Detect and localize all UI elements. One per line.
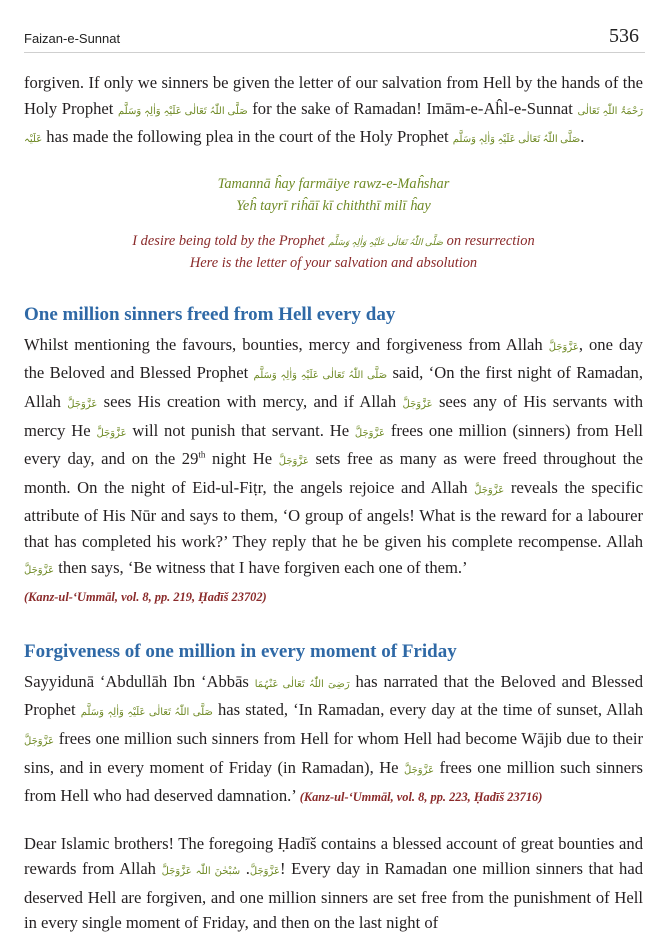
section-heading-1: One million sinners freed from Hell every day — [24, 303, 396, 325]
text-run: frees one million such sinners from Hell who had deserved damnation.’ — [24, 757, 643, 806]
closing-paragraph — [24, 831, 643, 936]
salutation-prophet: صَلَّی اللّٰہُ تَعَالٰی عَلَیْہِ وَاٰلِہٖ وَسَلَّم — [328, 236, 444, 247]
text-run: frees one million (sinners) from Hell every day, and on the 29 — [24, 420, 643, 469]
page-body — [24, 70, 643, 936]
text-run: , one day the Beloved and Blessed Prophet — [24, 334, 643, 383]
translation-line-2: Here is the letter of your salvation and absolution — [189, 254, 478, 271]
intro-paragraph — [24, 70, 643, 153]
section-1-paragraph — [24, 332, 643, 583]
text-run: sees any of His servants with mercy He — [24, 391, 644, 440]
text-run: Dear Islamic brothers! The foregoing Ḥadīš contains a blessed account of great bounties and rewards from Allah — [24, 833, 643, 879]
honorific-allah: عَزَّوَجَلَّ — [354, 427, 385, 439]
text-run: reveals the specific attribute of His Nūr and says to them, ‘O group of angels! What is the reward for a labourer that has completed his work?’ They reply that he be given his complete recompense. Allah — [24, 477, 643, 551]
verse-line-2: Yeĥ tayrī riĥāī kī chiththī milī ĥay — [236, 197, 431, 214]
salutation-prophet: صَلَّی اللّٰہُ تَعَالٰی عَلَیْہِ وَاٰلِہٖ وَسَلَّم — [452, 134, 581, 146]
honorific-allah: عَزَّوَجَلَّ — [548, 341, 579, 353]
text-run: forgiven. If only we sinners be given the letter of our salvation from Hell by the hands of the Holy Prophet — [24, 73, 643, 118]
urdu-verse — [24, 173, 643, 217]
page-header — [24, 22, 645, 53]
honorific-allah: عَزَّوَجَلَّ — [474, 484, 505, 496]
text-run: has narrated that the Beloved and Blessed Prophet — [24, 671, 644, 720]
honorific-imam: رَحْمَۃُ اللّٰہِ تَعَالٰی عَلَیْہ — [24, 105, 643, 146]
salutation-prophet: صَلَّی اللّٰہُ تَعَالٰی عَلَیْہِ وَاٰلِہٖ وَسَلَّم — [117, 105, 248, 117]
text-run: . — [580, 127, 585, 147]
section-2-paragraph — [24, 669, 643, 811]
text-run: then says, ‘Be witness that I have forgiven each one of them.’ — [54, 557, 468, 577]
text-run: I desire being told by the Prophet — [132, 232, 329, 249]
text-run: said, ‘On the first night of Ramadan, Allah — [24, 363, 644, 411]
text-run: night He — [205, 449, 279, 469]
page-number: 536 — [609, 25, 639, 47]
ordinal-suffix: th — [198, 449, 206, 460]
text-run: for the sake of Ramadan! Imām-e-Aĥl-e-Sunnat — [247, 98, 578, 118]
translation-line-1 — [24, 231, 643, 253]
text-run: has stated, ‘In Ramadan, every day at the time of sunset, Allah — [212, 700, 643, 720]
text-run: on resurrection — [443, 232, 535, 249]
section-heading-2: Forgiveness of one million in every moment of Friday — [24, 640, 457, 662]
verse-translation — [24, 231, 643, 274]
hadith-reference: (Kanz-ul-‘Ummāl, vol. 8, pp. 223, Ḥadīš 23716) — [299, 790, 543, 805]
honorific-allah: عَزَّوَجَلَّ — [404, 764, 435, 776]
text-run: ! Every day in Ramadan one million sinners that had deserved Hell are forgiven, and one million sinners are set free from the punishment of Hell in every single moment of Friday, and then on the last night of — [24, 859, 644, 933]
text-run: Sayyidunā ‘Abdullāh Ibn ‘Abbās — [24, 671, 255, 691]
honorific-subhan-allah: سُبْحٰنَ اللّٰہ عَزَّوَجَلَّ — [161, 866, 241, 878]
honorific-allah: عَزَّوَجَلَّ — [67, 398, 98, 410]
honorific-allah: عَزَّوَجَلَّ — [24, 735, 55, 747]
honorific-allah: عَزَّوَجَلَّ — [24, 564, 55, 576]
honorific-allah: عَزَّوَجَلَّ — [278, 456, 309, 468]
honorific-allah: عَزَّوَجَلَّ — [249, 866, 280, 878]
text-run: will not punish that servant. He — [126, 420, 355, 440]
salutation-prophet: صَلَّی اللّٰہُ تَعَالٰی عَلَیْہِ وَاٰلِہٖ وَسَلَّم — [253, 370, 388, 382]
salutation-prophet: صَلَّی اللّٰہُ تَعَالٰی عَلَیْہِ وَاٰلِہٖ وَسَلَّم — [80, 707, 213, 719]
text-run: frees one million such sinners from Hell for whom Hell had become Wājib due to their sins, and in every moment of Friday (in Ramadan), He — [24, 728, 643, 777]
honorific-allah: عَزَّوَجَلَّ — [402, 398, 433, 410]
book-title: Faizan-e-Sunnat — [24, 31, 121, 46]
text-run: Whilst mentioning the favours, bounties, mercy and forgiveness from Allah — [24, 334, 549, 354]
honorific-ibn-abbas: رَضِیَ اللّٰہُ تَعَالٰی عَنْہُمَا — [254, 678, 350, 690]
text-run: sees His creation with mercy, and if Allah — [97, 391, 403, 411]
reference-line — [24, 583, 643, 611]
verse-line-1: Tamannā ĥay farmāiye rawz-e-Maĥshar — [217, 175, 450, 192]
text-run: has made the following plea in the court of the Holy Prophet — [42, 127, 453, 147]
hadith-reference: (Kanz-ul-‘Ummāl, vol. 8, pp. 219, Ḥadīš 23702) — [24, 590, 267, 605]
text-run: . — [240, 859, 250, 879]
text-run: sets free as many as were freed throughout the month. On the night of Eid-ul-Fiṭr, the angels rejoice and Allah — [24, 449, 644, 497]
honorific-allah: عَزَّوَجَلَّ — [96, 427, 127, 439]
